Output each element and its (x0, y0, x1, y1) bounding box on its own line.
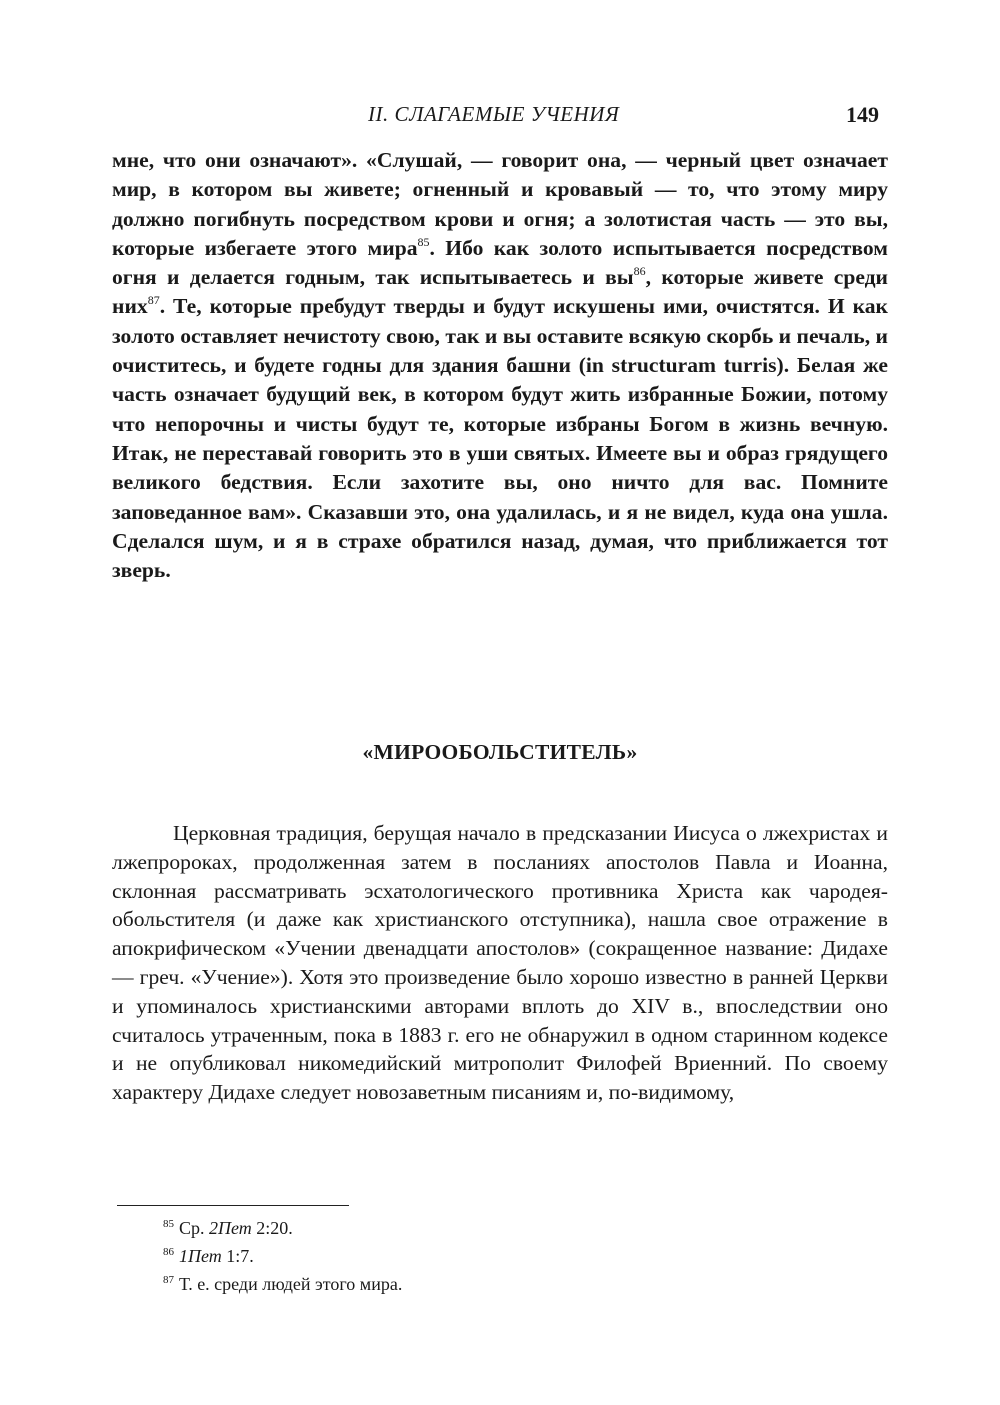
footnote-book-ref: 2Пет (209, 1218, 252, 1238)
page-number: 149 (846, 102, 879, 127)
footnote-85 (163, 1214, 863, 1242)
footnote-mark: 87 (163, 1274, 174, 1286)
running-header (0, 102, 1000, 136)
paragraph-didache: Церковная традиция, берущая начало в предсказании Иисуса о лжехристах и лжепророках, продолженная затем в посланиях апостолов Павла и Иоанна, склонная рассматривать эсхатологического противника Христа как чародея-обольстителя (и даже как христианского отступника), нашла свое отражение в апокрифическом «Учении двенадцати апостолов» (сокращенное название: Дидахе — греч. «Учение»). Хотя это произведение было хорошо известно в ранней Церкви и упоминалось христианскими авторами вплоть до XIV в., впоследствии оно считалось утраченным, пока в 1883 г. его не обнаружил в одном старинном кодексе и не опубликовал никомедийский митрополит Филофей Вриенний. По своему характеру Дидахе следует новозаветным писаниям и, по-видимому, (112, 821, 888, 1105)
footnote-ref-86[interactable]: 86 (633, 264, 646, 279)
footnote-87 (163, 1270, 863, 1298)
paragraph-vision-ending (112, 146, 888, 585)
footnote-ref-87[interactable]: 87 (147, 293, 160, 308)
footnote-divider (117, 1205, 349, 1206)
footnote-book-ref: 1Пет (179, 1246, 222, 1266)
section-heading: «МИРООБОЛЬСТИТЕЛЬ» (362, 740, 638, 764)
paragraph-text: мне, что они означают». «Слушай, — говорит она, — черный цвет означает мир, в котором вы живете; огненный и кровавый — то, что этому миру должно погибнуть посредством крови и огня; а золотистая часть — это вы, которые избегаете этого мира (112, 148, 888, 260)
paragraph-text: , которые живете среди них (112, 265, 888, 319)
footnote-text: Т. е. среди людей этого мира. (179, 1274, 403, 1294)
footnote-mark: 85 (163, 1218, 174, 1230)
running-title: II. СЛАГАЕМЫЕ УЧЕНИЯ (368, 102, 620, 126)
footnote-text: Ср. (179, 1218, 210, 1238)
footnote-mark: 86 (163, 1246, 174, 1258)
footnote-verse: 2:20. (251, 1218, 293, 1238)
footnote-86 (163, 1242, 863, 1270)
paragraph-text: . Те, которые пребудут тверды и будут искушены ими, очистятся. И как золото оставляет нечистоту свою, так и вы оставите всякую скорбь и печаль, и очиститесь, и будете годны для здания башни (in structuram turris). Белая же часть означает будущий век, в котором будут жить избранные Божии, потому что непорочны и чисты будут те, которые избраны Богом в жизнь вечную. Итак, не переставай говорить это в уши святых. Имеете вы и образ грядущего великого бедствия. Если захотите вы, оно ничто для вас. Помните заповеданное вам». Сказавши это, она удалилась, и я не видел, куда она ушла. Сделался шум, и я в страхе обратился назад, думая, что приближается тот зверь. (112, 294, 888, 583)
footnotes (163, 1214, 863, 1298)
footnote-ref-85[interactable]: 85 (417, 234, 430, 249)
paragraph-text: . Ибо как золото испытывается посредством огня и делается годным, так испытываетесь и вы (112, 235, 888, 290)
footnote-verse: 1:7. (221, 1246, 254, 1266)
